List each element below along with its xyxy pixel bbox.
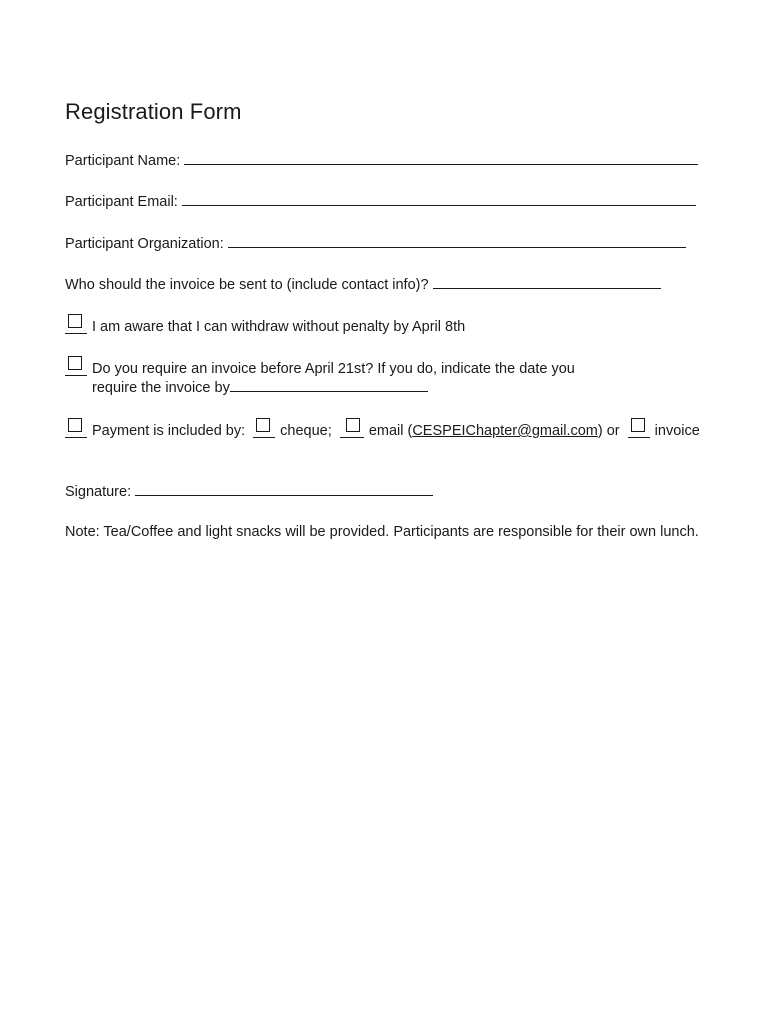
invoice-recipient-field[interactable] [433, 274, 661, 289]
email-option-prefix: email ( [368, 423, 413, 439]
withdraw-text: I am aware that I can withdraw without penalty by April 8th [92, 319, 466, 335]
checkbox-box-icon [68, 314, 82, 328]
invoice-date-row [92, 377, 428, 398]
email-link[interactable]: CESPEIChapter@gmail.com [412, 423, 598, 439]
participant-organization-label: Participant Organization: [65, 236, 224, 252]
participant-name-row [65, 150, 698, 171]
checkbox-box-icon [256, 418, 270, 432]
participant-name-field[interactable] [184, 150, 698, 165]
invoice-date-label: require the invoice by [92, 380, 230, 396]
form-title: Registration Form [65, 99, 242, 124]
payment-row [65, 418, 700, 441]
invoice-recipient-row [65, 274, 661, 295]
cheque-option-label: cheque; [280, 423, 332, 439]
checkbox-box-icon [631, 418, 645, 432]
participant-email-row [65, 191, 696, 212]
checkbox-box-icon [68, 356, 82, 370]
note-text: Note: Tea/Coffee and light snacks will be provided. Participants are responsible for their own lunch. [65, 524, 699, 540]
payment-checkbox[interactable] [65, 418, 87, 438]
participant-organization-row [65, 233, 686, 254]
withdraw-checkbox[interactable] [65, 314, 87, 334]
invoice-request-checkbox[interactable] [65, 356, 87, 376]
participant-name-label: Participant Name: [65, 153, 181, 169]
participant-email-field[interactable] [182, 191, 696, 206]
invoice-recipient-label: Who should the invoice be sent to (include contact info)? [65, 277, 429, 293]
email-checkbox[interactable] [340, 418, 364, 438]
signature-field[interactable] [135, 481, 433, 496]
invoice-option-checkbox[interactable] [628, 418, 650, 438]
withdraw-row [65, 314, 465, 337]
checkbox-box-icon [68, 418, 82, 432]
signature-label: Signature: [65, 484, 132, 500]
participant-email-label: Participant Email: [65, 194, 178, 210]
invoice-request-row [65, 356, 575, 379]
cheque-checkbox[interactable] [253, 418, 275, 438]
email-option-suffix: ) or [597, 423, 620, 439]
invoice-date-field[interactable] [230, 377, 428, 392]
checkbox-box-icon [346, 418, 360, 432]
payment-label: Payment is included by: [92, 423, 246, 439]
participant-organization-field[interactable] [228, 233, 686, 248]
invoice-option-label: invoice [654, 423, 700, 439]
signature-row [65, 481, 433, 502]
invoice-question-text: Do you require an invoice before April 21st? If you do, indicate the date you [92, 361, 575, 377]
